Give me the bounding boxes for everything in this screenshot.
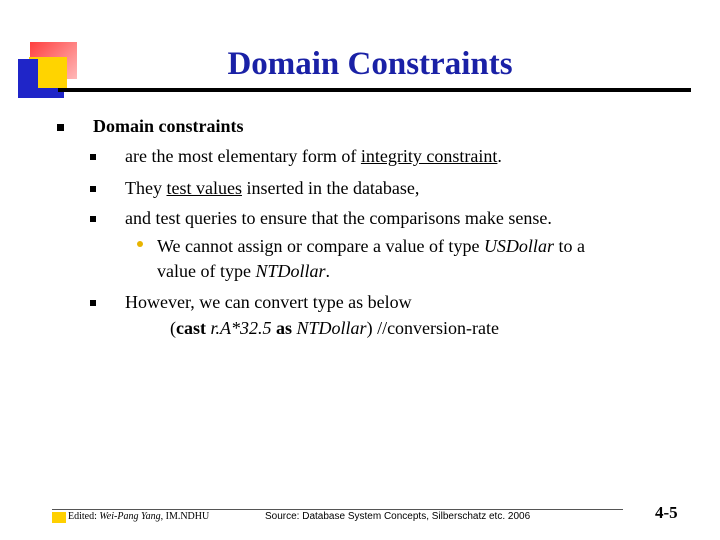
bullet-1-end: . <box>497 146 502 166</box>
bullet-2 <box>90 178 419 199</box>
cast-paren-open: ( <box>170 318 176 338</box>
cast-keyword: cast <box>176 318 206 338</box>
page-number: 4-5 <box>655 503 678 522</box>
bullet-3-text: and test queries to ensure that the comparisons make sense. <box>125 208 552 228</box>
square-bullet-icon <box>90 186 96 192</box>
sub-bullet-text-2: value of type <box>157 261 256 281</box>
sub-bullet-line-2 <box>157 261 330 282</box>
bullet-4 <box>90 292 412 313</box>
footer-yellow-block <box>52 512 66 523</box>
footer-edited-label: Edited: <box>68 511 100 522</box>
bullet-1 <box>90 146 502 167</box>
cast-example <box>170 318 499 339</box>
bullet-3 <box>90 208 552 229</box>
footer-source: Source: Database System Concepts, Silberschatz etc. 2006 <box>265 511 531 522</box>
footer-org: , IM.NDHU <box>160 511 210 522</box>
test-values-link[interactable]: test values <box>166 178 242 198</box>
square-bullet-icon <box>90 216 96 222</box>
square-bullet-icon <box>90 300 96 306</box>
heading-text: Domain constraints <box>93 116 244 136</box>
sub-bullet-text: We cannot assign or compare a value of type <box>157 236 484 256</box>
sub-bullet-end: . <box>325 261 330 281</box>
slide-title: Domain Constraints <box>227 46 513 82</box>
cast-comment: //conversion-rate <box>372 318 500 338</box>
as-keyword: as <box>276 318 293 338</box>
cast-paren-close: ) <box>366 318 373 338</box>
footer-editor <box>68 511 209 522</box>
bullet-2-text: They <box>125 178 167 198</box>
cast-expression: r.A*32.5 <box>206 318 277 338</box>
square-bullet-icon <box>57 124 64 131</box>
ntdollar-type: NTDollar <box>255 261 326 281</box>
footer-editor-name: Wei-Pang Yang <box>99 511 161 522</box>
sub-bullet-text-mid: to a <box>553 236 585 256</box>
title-divider <box>58 88 691 92</box>
bullet-2-end: inserted in the database, <box>241 178 420 198</box>
cast-target-type: NTDollar <box>292 318 367 338</box>
bullet-1-text: are the most elementary form of <box>125 146 361 166</box>
sub-bullet-line-1 <box>157 236 585 257</box>
bullet-heading <box>57 116 244 137</box>
integrity-constraint-link[interactable]: integrity constraint <box>360 146 498 166</box>
square-bullet-icon <box>90 154 96 160</box>
usdollar-type: USDollar <box>483 236 554 256</box>
footer-divider <box>52 509 623 510</box>
round-bullet-icon <box>137 241 143 247</box>
bullet-4-text: However, we can convert type as below <box>125 292 412 312</box>
